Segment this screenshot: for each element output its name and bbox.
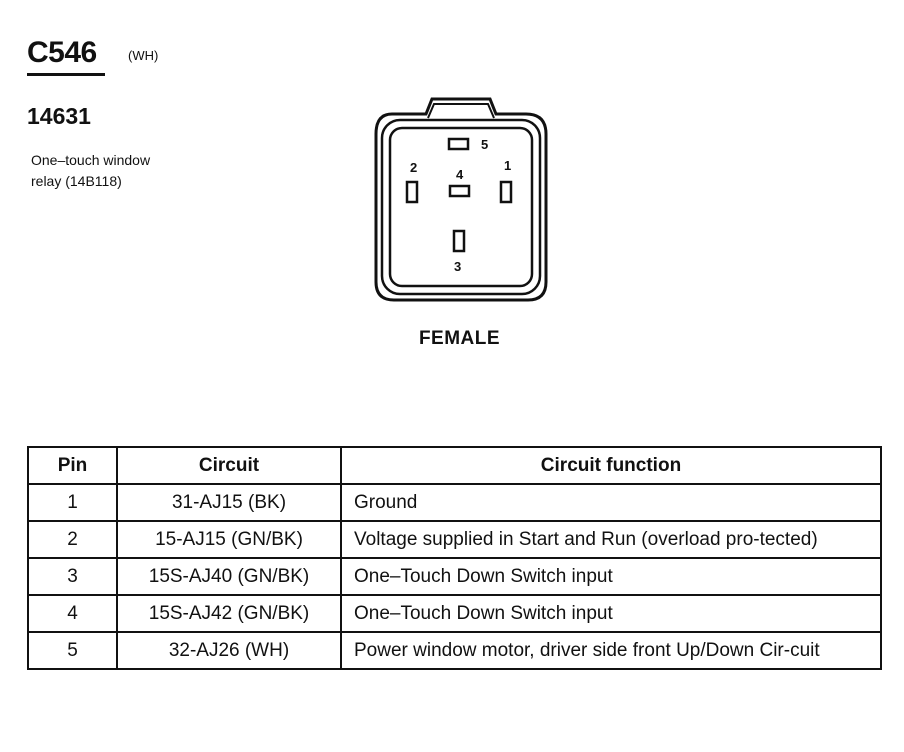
part-number: 14631	[27, 103, 91, 129]
component-description-line1: One–touch window	[31, 152, 151, 168]
circuit-cell: 31-AJ15 (BK)	[117, 484, 341, 521]
pin-table	[27, 446, 882, 670]
table-header-row	[28, 447, 881, 484]
terminal-2	[407, 182, 417, 202]
component-description-line2: relay (14B118)	[31, 173, 122, 189]
circuit-cell: 15-AJ15 (GN/BK)	[117, 521, 341, 558]
function-cell: Power window motor, driver side front Up/Down Cir-cuit	[341, 632, 881, 669]
circuit-cell: 15S-AJ42 (GN/BK)	[117, 595, 341, 632]
pin-label-2: 2	[410, 160, 418, 175]
function-cell: Voltage supplied in Start and Run (overload pro-tected)	[341, 521, 881, 558]
pin-label-3: 3	[454, 259, 462, 274]
pin-label-1: 1	[504, 158, 512, 173]
function-cell: One–Touch Down Switch input	[341, 558, 881, 595]
header-pin: Pin	[28, 447, 117, 484]
terminal-4	[450, 186, 469, 196]
circuit-cell: 32-AJ26 (WH)	[117, 632, 341, 669]
component-description	[31, 150, 221, 192]
pin-label-5: 5	[481, 137, 489, 152]
pin-cell: 1	[28, 484, 117, 521]
connector-color: (WH)	[128, 48, 159, 63]
connector-id-underline	[27, 73, 105, 76]
circuit-cell: 15S-AJ40 (GN/BK)	[117, 558, 341, 595]
table-row	[28, 595, 881, 632]
pin-cell: 4	[28, 595, 117, 632]
function-cell: Ground	[341, 484, 881, 521]
connector-id: C546	[27, 36, 97, 69]
terminal-1	[501, 182, 511, 202]
header-circuit: Circuit	[117, 447, 341, 484]
connector-tab-inner	[428, 104, 494, 118]
pin-cell: 3	[28, 558, 117, 595]
function-cell: One–Touch Down Switch input	[341, 595, 881, 632]
connector-face-diagram	[360, 90, 560, 310]
connector-gender-label: FEMALE	[418, 328, 501, 349]
terminal-5	[449, 139, 468, 149]
terminal-3	[454, 231, 464, 251]
header-function: Circuit function	[341, 447, 881, 484]
pin-cell: 2	[28, 521, 117, 558]
table-row	[28, 632, 881, 669]
table-row	[28, 558, 881, 595]
pin-label-4: 4	[456, 167, 464, 182]
table-row	[28, 484, 881, 521]
table-row	[28, 521, 881, 558]
pin-cell: 5	[28, 632, 117, 669]
